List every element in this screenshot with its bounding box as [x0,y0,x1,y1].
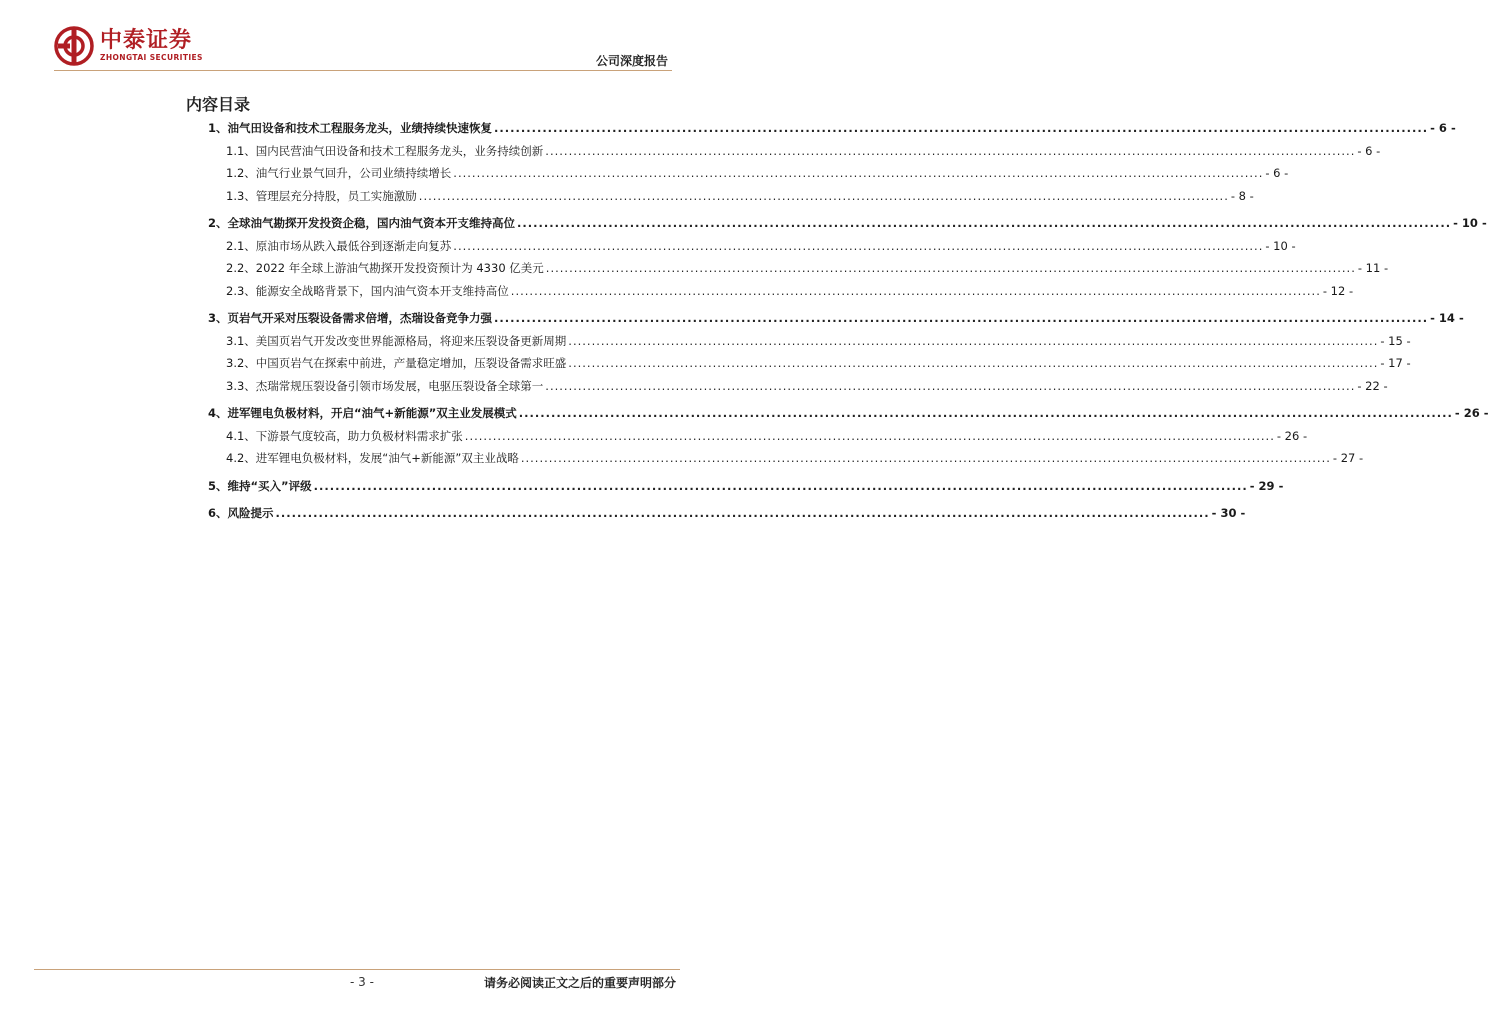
toc-leader [568,330,1378,353]
toc-entry-page: - 8 - [1230,188,1254,203]
toc-entry-label: 1.1、国内民营油气田设备和技术工程服务龙头，业务持续创新 [226,143,544,158]
toc-entry-page: - 27 - [1332,451,1364,465]
page-number: - 3 - [350,975,374,989]
logo-cn: 中泰证券 [100,28,193,53]
toc-entry[interactable] [200,280,1354,303]
toc-entry-page: - 26 - [1276,428,1308,443]
toc-entry-label: 1、油气田设备和技术工程服务龙头，业绩持续快速恢复 [208,121,492,135]
toc-entry-label: 1.3、管理层充分持股，员工实施激励 [226,188,417,203]
toc-entry-page: - 29 - [1249,478,1284,493]
toc-entry-label: 3、页岩气开采对压裂设备需求倍增，杰瑞设备竞争力强 [208,311,492,325]
toc-entry-page: - 14 - [1430,311,1464,325]
toc-leader [453,162,1263,185]
toc-entry-page: - 12 - [1322,283,1354,298]
toc-leader [519,402,1453,425]
toc-entry-page: - 10 - [1265,238,1296,253]
zhongtai-logo-icon [54,26,94,66]
toc-entry[interactable] [200,375,1388,398]
toc-leader [545,375,1355,398]
toc-entry[interactable] [200,235,1296,258]
page-header [0,0,724,80]
toc-entry[interactable] [200,307,1464,330]
toc-leader [545,140,1355,163]
toc-leader [314,475,1248,498]
toc-entry-label: 5、维持“买入”评级 [208,478,312,493]
toc-leader [453,235,1263,258]
toc-entry[interactable] [200,117,1456,140]
toc-leader [494,307,1428,330]
toc-leader [517,212,1451,235]
footer-divider [34,969,680,970]
toc-entry-page: - 26 - [1454,406,1488,420]
toc-leader [276,502,1210,525]
toc-title: 内容目录 [186,95,251,114]
toc-entry[interactable] [200,257,1389,280]
toc-entry-page: - 11 - [1357,261,1389,275]
toc-entry[interactable] [200,162,1289,185]
toc-entry[interactable] [200,185,1254,208]
toc-entry-page: - 15 - [1380,333,1411,348]
toc-entry[interactable] [200,140,1381,163]
toc-entry-page: - 10 - [1453,216,1487,230]
table-of-contents [200,117,1488,525]
toc-entry[interactable] [200,330,1411,353]
toc-entry-page: - 6 - [1265,166,1289,180]
toc-entry[interactable] [200,447,1364,470]
toc-entry-label: 3.1、美国页岩气开发改变世界能源格局，将迎来压裂设备更新周期 [226,333,567,348]
toc-entry-page: - 6 - [1430,121,1456,135]
toc-entry-label: 3.2、中国页岩气在探索中前进，产量稳定增加，压裂设备需求旺盛 [226,356,567,370]
toc-entry-label: 4.1、下游景气度较高，助力负极材料需求扩张 [226,428,463,443]
toc-entry-label: 6、风险提示 [208,506,274,520]
toc-entry-label: 3.3、杰瑞常规压裂设备引领市场发展，电驱压裂设备全球第一 [226,378,544,393]
toc-entry[interactable] [200,212,1487,235]
report-type: 公司深度报告 [595,54,668,68]
toc-entry[interactable] [200,502,1246,525]
logo-text [100,29,203,63]
toc-entry-page: - 17 - [1380,356,1411,370]
toc-entry-label: 2、全球油气勘探开发投资企稳，国内油气资本开支维持高位 [208,216,515,230]
toc-leader [465,425,1275,448]
toc-entry-page: - 6 - [1357,143,1381,158]
header-divider [54,70,672,71]
toc-leader [494,117,1428,140]
toc-entry-label: 2.1、原油市场从跌入最低谷到逐渐走向复苏 [226,238,452,253]
toc-entry-label: 1.2、油气行业景气回升，公司业绩持续增长 [226,166,452,180]
toc-entry[interactable] [200,475,1284,498]
toc-entry-label: 4.2、进军锂电负极材料，发展“油气+新能源”双主业战略 [226,451,519,465]
toc-leader [419,185,1229,208]
toc-leader [521,447,1331,470]
toc-entry-label: 4、进军锂电负极材料，开启“油气+新能源”双主业发展模式 [208,406,517,420]
toc-leader [546,257,1356,280]
disclaimer-note: 请务必阅读正文之后的重要声明部分 [483,976,676,990]
toc-entry-label: 2.3、能源安全战略背景下，国内油气资本开支维持高位 [226,283,509,298]
toc-entry-page: - 22 - [1357,378,1388,393]
toc-leader [511,280,1321,303]
toc-entry[interactable] [200,425,1308,448]
toc-leader [568,352,1378,375]
toc-entry[interactable] [200,352,1411,375]
company-logo [54,26,203,66]
toc-entry[interactable] [200,402,1488,425]
logo-en: ZHONGTAI SECURITIES [100,53,203,62]
toc-entry-label: 2.2、2022 年全球上游油气勘探开发投资预计为 4330 亿美元 [226,261,544,275]
toc-entry-page: - 30 - [1211,506,1246,520]
